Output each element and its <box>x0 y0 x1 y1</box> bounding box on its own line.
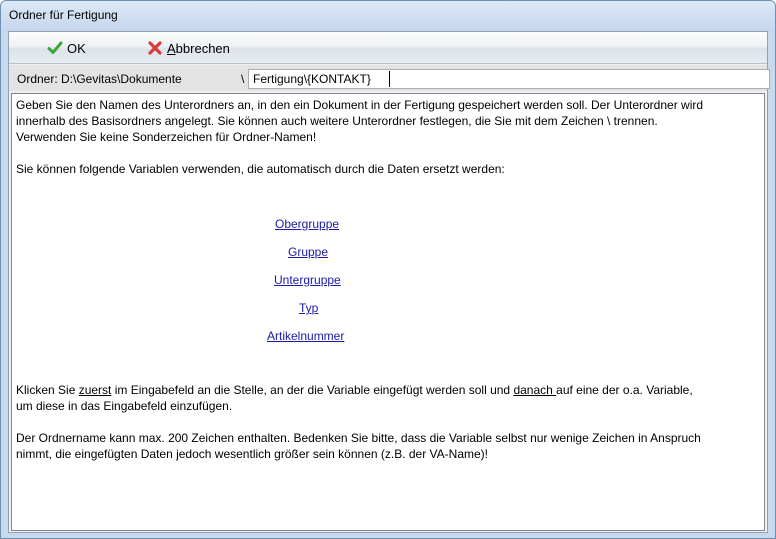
variable-link-obergruppe[interactable]: Obergruppe <box>275 217 340 231</box>
subfolder-input[interactable] <box>248 69 770 89</box>
title-bar[interactable] <box>1 1 775 31</box>
instruction-line-2: um diese in das Eingabefeld einzufügen. <box>16 399 233 413</box>
instruction-emphasis-then: danach <box>513 383 557 397</box>
instruction-emphasis-first: zuerst <box>78 383 112 397</box>
cross-icon <box>147 40 163 56</box>
variable-link-untergruppe[interactable]: Untergruppe <box>274 273 341 287</box>
intro-line-1: Geben Sie den Namen des Unterordners an, in den ein Dokument in der Fertigung gespeichert werden soll. Der Unterordner wird <box>16 98 704 112</box>
variables-intro: Sie können folgende Variablen verwenden, die automatisch durch die Daten ersetzt werden: <box>16 162 505 176</box>
variable-link-artikelnummer[interactable]: Artikelnummer <box>267 329 345 343</box>
instruction-text-a: Klicken Sie <box>16 383 79 397</box>
dialog-body <box>8 31 768 533</box>
intro-line-2: innerhalb des Basisordners angelegt. Sie können auch weitere Unterordner festlegen, die Sie mit dem Zeichen \ trennen. <box>16 114 658 128</box>
variable-link-typ[interactable]: Typ <box>299 301 319 315</box>
instruction-paragraph <box>16 382 761 414</box>
help-text-area <box>11 93 765 531</box>
intro-paragraph <box>16 97 761 145</box>
limit-line-1: Der Ordnername kann max. 200 Zeichen enthalten. Bedenken Sie bitte, dass die Variable selbst nur wenige Zeichen in Anspruch <box>16 431 701 445</box>
window-title: Ordner für Fertigung <box>9 8 118 22</box>
ok-button[interactable] <box>47 37 86 59</box>
ok-label: OK <box>67 40 86 56</box>
instruction-text-b: im Eingabefeld an die Stelle, an der die Variable eingefügt werden soll und <box>111 383 514 397</box>
path-bar <box>9 65 767 91</box>
cancel-mnemonic: A <box>167 40 176 56</box>
cancel-label <box>167 41 230 56</box>
checkmark-icon <box>47 40 63 56</box>
instruction-line-1 <box>16 382 761 398</box>
limit-paragraph <box>16 430 761 462</box>
instruction-text-c: auf eine der o.a. Variable, <box>556 383 693 397</box>
path-separator: \ <box>241 72 245 86</box>
text-caret <box>389 71 390 87</box>
limit-line-2: nimmt, die eingefügten Daten jedoch wesentlich größer sein können (z.B. der VA-Name)! <box>16 447 489 461</box>
cancel-label-rest: bbrechen <box>175 40 230 56</box>
variable-link-gruppe[interactable]: Gruppe <box>288 245 329 259</box>
base-folder-label: Ordner: D:\Gevitas\Dokumente <box>17 72 182 86</box>
toolbar <box>9 32 767 64</box>
intro-line-3: Verwenden Sie keine Sonderzeichen für Ordner-Namen! <box>16 130 317 144</box>
cancel-button[interactable] <box>147 37 230 59</box>
